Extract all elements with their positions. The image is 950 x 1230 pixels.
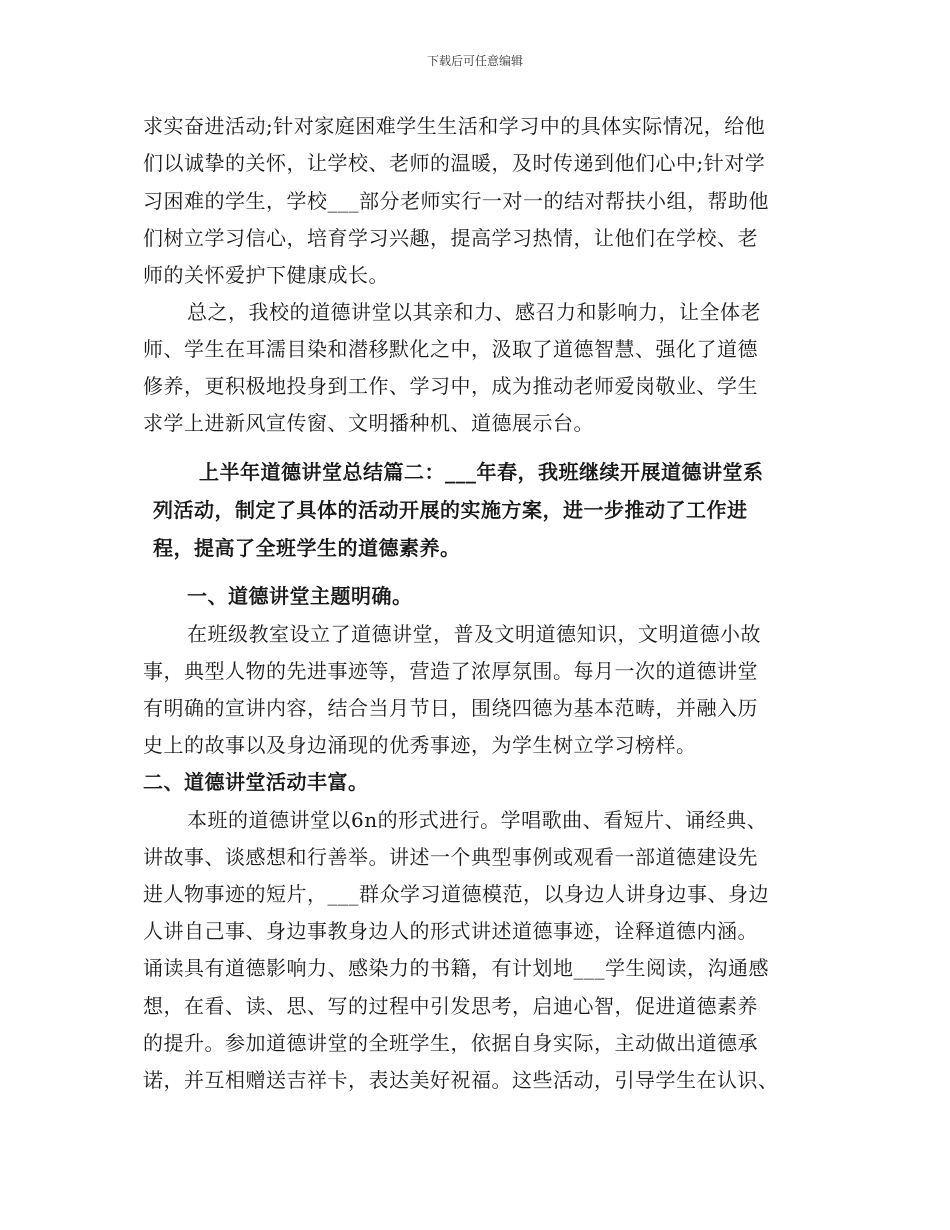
paragraph-line: 们以诚挚的关怀，让学校、老师的温暖，及时传递到他们心中;针对学 xyxy=(143,151,766,175)
paragraph-line: 求实奋进活动;针对家庭困难学生生活和学习中的具体实际情况，给他 xyxy=(143,114,766,138)
heading-theme: 一、道德讲堂主题明确。 xyxy=(187,584,413,608)
section-title-line: 列活动，制定了具体的活动开展的实施方案，进一步推动了工作进 xyxy=(153,498,748,522)
section-title-line: 程，提高了全班学生的道德素养。 xyxy=(153,536,461,560)
paragraph-line: 史上的故事以及身边涌现的优秀事迹，为学生树立学习榜样。 xyxy=(143,733,697,757)
paragraph-line: 总之，我校的道德讲堂以其亲和力、感召力和影响力，让全体老 xyxy=(187,300,761,324)
paragraph-line: 本班的道德讲堂以6n的形式进行。学唱歌曲、看短片、诵经典、 xyxy=(187,808,768,832)
section-title-line: 上半年道德讲堂总结篇二：___年春，我班继续开展道德讲堂系 xyxy=(199,460,764,484)
page-header-note: 下载后可任意编辑 xyxy=(426,54,523,68)
paragraph-line: 人讲自己事、身边事教身边人的形式讲述道德事迹，诠释道德内涵。 xyxy=(143,919,758,943)
paragraph-line: 有明确的宣讲内容，结合当月节日，围绕四德为基本范畴，并融入历 xyxy=(143,696,758,720)
paragraph-line: 师、学生在耳濡目染和潜移默化之中，汲取了道德智慧、强化了道德 xyxy=(143,337,758,361)
paragraph-line: 求学上进新风宣传窗、文明播种机、道德展示台。 xyxy=(143,411,594,435)
paragraph-line: 在班级教室设立了道德讲堂，普及文明道德知识，文明道德小故 xyxy=(187,622,761,646)
paragraph-line: 诵读具有道德影响力、感染力的书籍，有计划地___学生阅读，沟通感 xyxy=(143,956,769,980)
paragraph-line: 们树立学习信心，培育学习兴趣，提高学习热情，让他们在学校、老 xyxy=(143,226,758,250)
paragraph-line: 的提升。参加道德讲堂的全班学生，依据自身实际，主动做出道德承 xyxy=(143,1031,758,1055)
paragraph-line: 师的关怀爱护下健康成长。 xyxy=(143,263,389,287)
paragraph-line: 诺，并互相赠送吉祥卡，表达美好祝福。这些活动，引导学生在认识、 xyxy=(143,1068,779,1092)
paragraph-line: 想，在看、读、思、写的过程中引发思考，启迪心智，促进道德素养 xyxy=(143,994,758,1018)
paragraph-line: 习困难的学生，学校___部分老师实行一对一的结对帮扶小组，帮助他 xyxy=(143,189,769,213)
paragraph-line: 事，典型人物的先进事迹等，营造了浓厚氛围。每月一次的道德讲堂 xyxy=(143,659,758,683)
heading-activities: 二、道德讲堂活动丰富。 xyxy=(143,770,369,794)
paragraph-line: 进人物事迹的短片，___群众学习道德模范，以身边人讲身边事、身边 xyxy=(143,882,769,906)
paragraph-line: 修养，更积极地投身到工作、学习中，成为推动老师爱岗敬业、学生 xyxy=(143,374,758,398)
paragraph-line: 讲故事、谈感想和行善举。讲述一个典型事例或观看一部道德建设先 xyxy=(143,845,758,869)
